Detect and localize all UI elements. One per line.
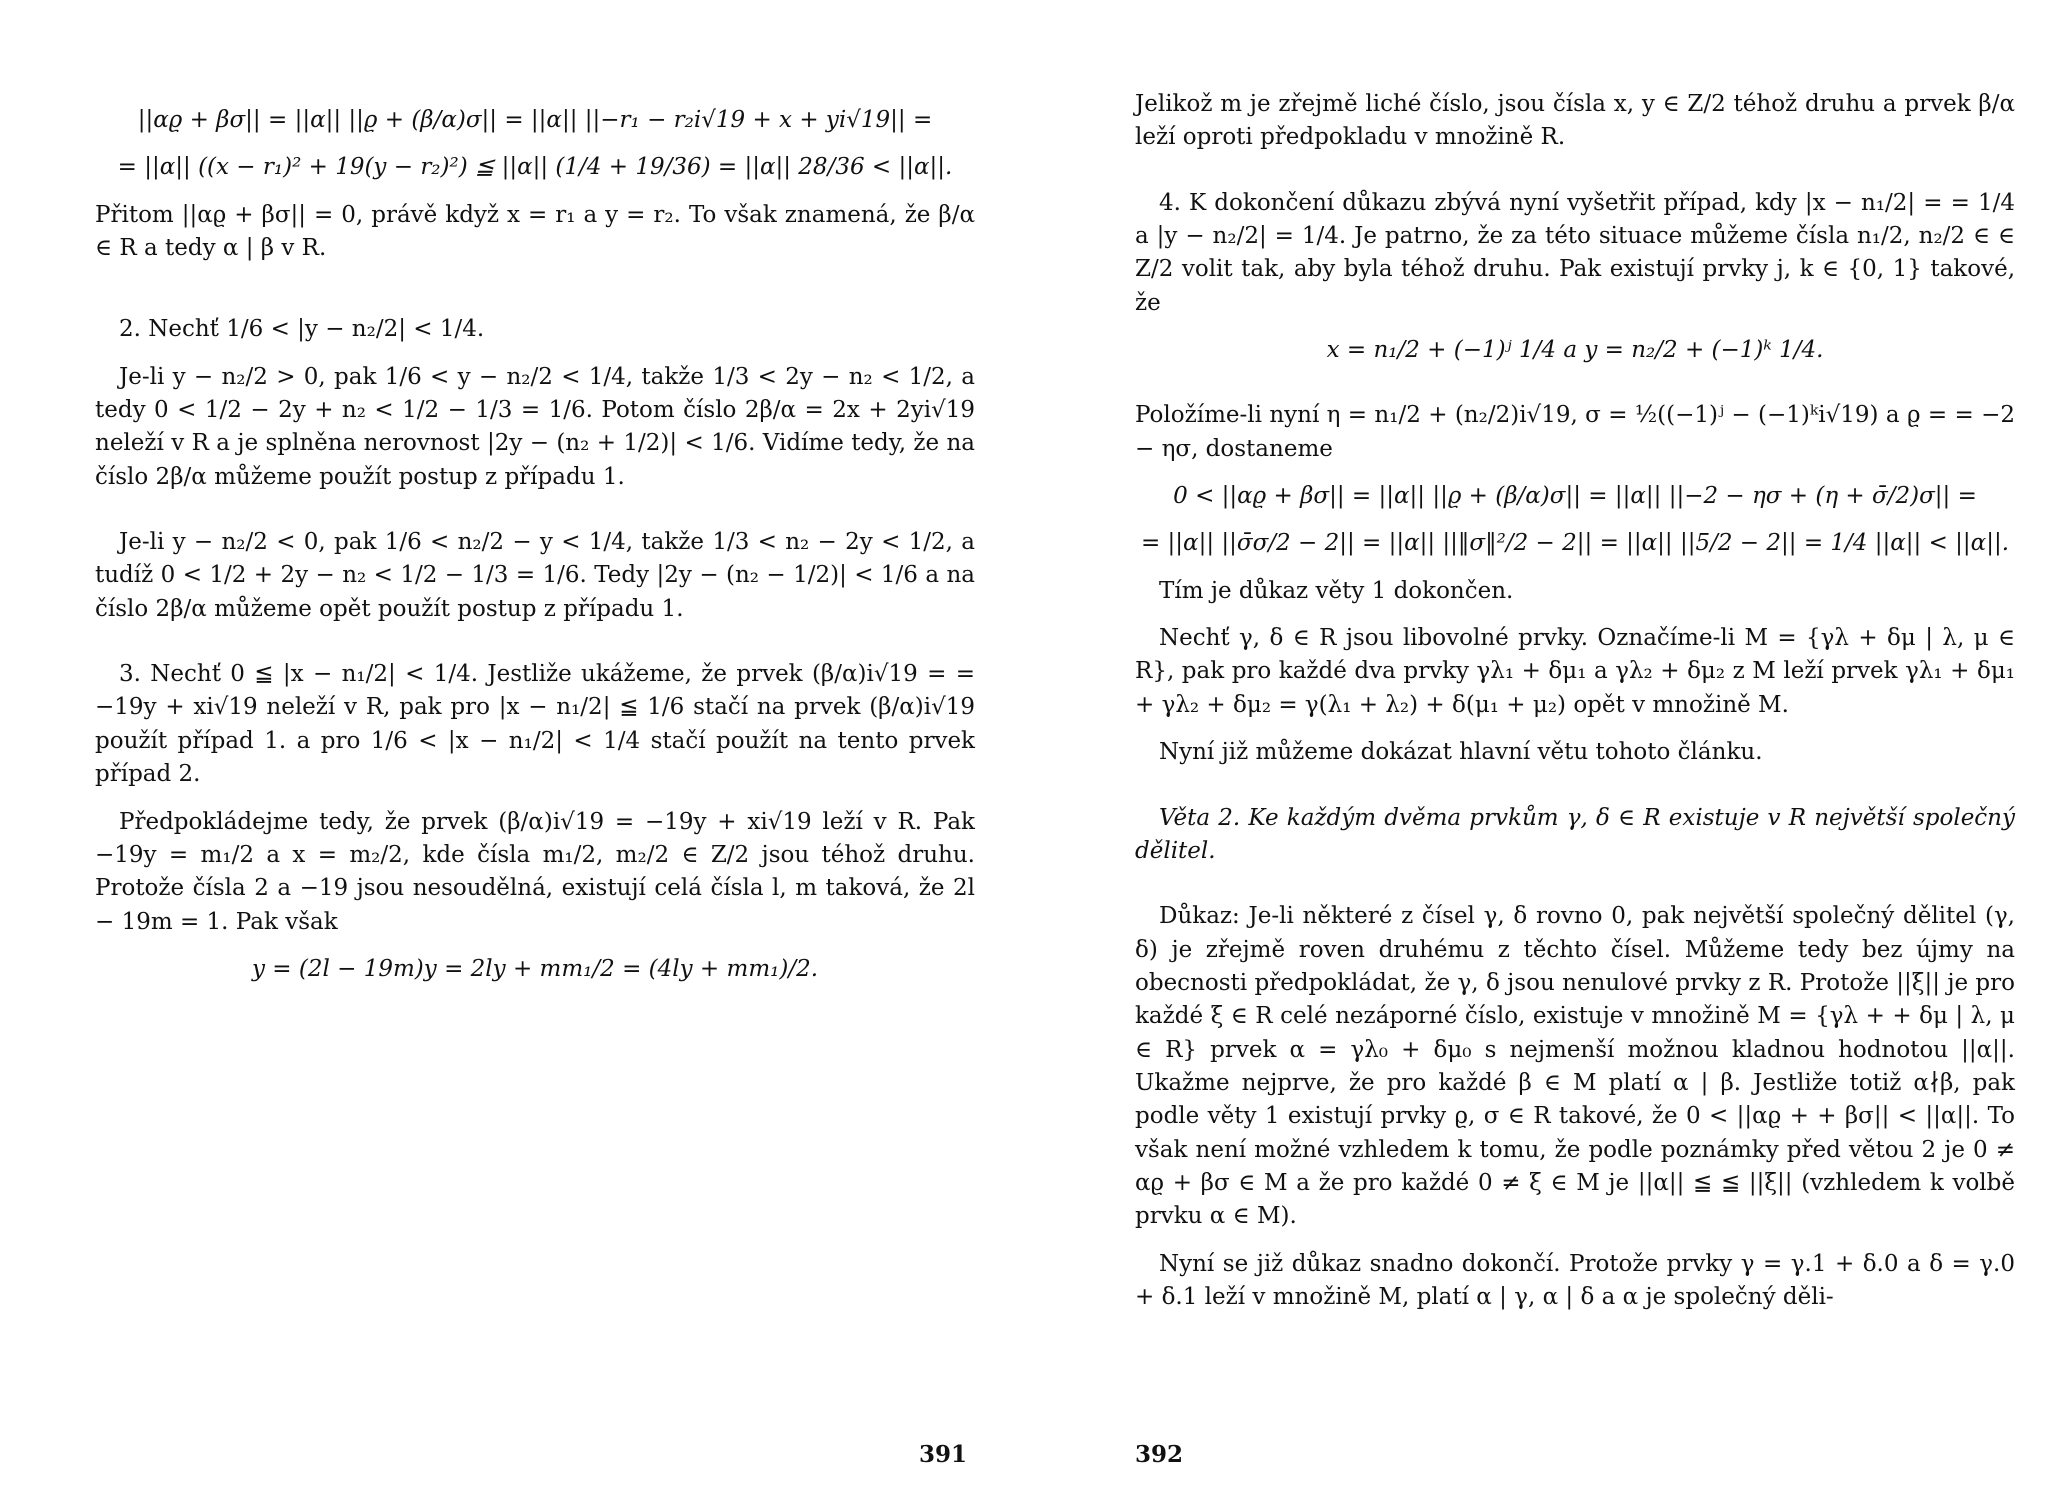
paragraph-case2-positive: Je-li y − n₂/2 > 0, pak 1/6 < y − n₂/2 < 1/4, takže 1/3 < 2y − n₂ < 1/2, a tedy 0 < 1/2 − 2y + n₂ < 1/2 − 1/3 = 1/6. Potom číslo 2β/α = 2x + 2yi√19 neleží v R a je splněna nerovnost |2y − (n₂ + 1/2)| < 1/6. Vidíme tedy, že na číslo 2β/α můžeme použít postup z případu 1. [95, 363, 975, 490]
paragraph-theorem1-done: Tím je důkaz věty 1 dokončen. [1159, 577, 1514, 604]
paragraph-case3: 3. Nechť 0 ≦ |x − n₁/2| < 1/4. Jestliže ukážeme, že prvek (β/α)i√19 = = −19y + xi√19 neleží v R, pak pro |x − n₁/2| ≦ 1/6 stačí na prvek (β/α)i√19 použít případ 1. a pro 1/6 < |x − n₁/2| < 1/4 stačí použít na tento prvek případ 2. [95, 661, 975, 788]
paragraph-main-theorem-intro: Nyní již můžeme dokázat hlavní větu tohoto článku. [1159, 739, 1763, 766]
equation-norm-1: ||αϱ + βσ|| = ||α|| ||ϱ + (β/α)σ|| = ||α|| ||−r₁ − r₂i√19 + x + yi√19|| = [137, 107, 933, 133]
page-number: 392 [1135, 1441, 1184, 1468]
equation-x-y: x = n₁/2 + (−1)ʲ 1/4 a y = n₂/2 + (−1)ᵏ 1/4. [1326, 337, 1824, 364]
paragraph-case2-negative: Je-li y − n₂/2 < 0, pak 1/6 < n₂/2 − y < 1/4, takže 1/3 < n₂ − 2y < 1/2, a tudíž 0 < 1/2 + 2y − n₂ < 1/2 − 1/3 = 1/6. Tedy |2y − (n₂ − 1/2)| < 1/6 a na číslo 2β/α můžeme opět použít postup z případu 1. [95, 529, 975, 622]
paragraph-case3-end: Jelikož m je zřejmě liché číslo, jsou čísla x, y ∈ Z/2 téhož druhu a prvek β/α leží oproti předpokladu v množině R. [1135, 91, 2015, 151]
equation-y: y = (2l − 19m)y = 2ly + mm₁/2 = (4ly + mm₁)/2. [251, 955, 819, 982]
paragraph-proof-end: Nyní se již důkaz snadno dokončí. Protože prvky γ = γ.1 + δ.0 a δ = γ.0 + δ.1 leží v množině M, platí α | γ, α | δ a α je společný děli- [1135, 1250, 2015, 1310]
equation-norm-4: = ||α|| ||σ̄σ/2 − 2|| = ||α|| ||‖σ‖²/2 − 2|| = ||α|| ||5/2 − 2|| = 1/4 ||α|| < ||α||. [1140, 530, 2010, 557]
theorem-2: Věta 2. Ke každým dvěma prvkům γ, δ ∈ R existuje v R největší společný dělitel. [1135, 804, 2015, 864]
page-392 [1135, 0, 2015, 1500]
equation-norm-2: = ||α|| ((x − r₁)² + 19(y − r₂)²) ≦ ||α|| (1/4 + 19/36) = ||α|| 28/36 < ||α||. [117, 154, 953, 181]
paragraph-case2-heading: 2. Nechť 1/6 < |y − n₂/2| < 1/4. [119, 316, 485, 343]
proof-theorem-2: Důkaz: Je-li některé z čísel γ, δ rovno 0, pak největší společný dělitel (γ, δ) je zřejmě roven druhému z těchto čísel. Můžeme tedy bez újmy na obecnosti předpokládat, že γ, δ jsou nenulové prvky z R. Protože ||ξ|| je pro každé ξ ∈ R celé nezáporné číslo, existuje v množině M = {γλ + + δμ | λ, μ ∈ R} prvek α = γλ₀ + δμ₀ s nejmenší možnou kladnou hodnotou ||α||. Ukažme nejprve, že pro každé β ∈ M platí α | β. Jestliže totiž α∤β, pak podle věty 1 existují prvky ϱ, σ ∈ R takové, že 0 < ||αϱ + + βσ|| < ||α||. To však není možné vzhledem k tomu, že podle poznámky před větou 2 je 0 ≠ αϱ + βσ ∈ M a že pro každé 0 ≠ ξ ∈ M je ||α|| ≦ ≦ ||ξ|| (vzhledem k volbě prvku α ∈ M). [1135, 903, 2015, 1230]
page-391 [95, 0, 975, 1500]
paragraph-case3-assumption: Předpokládejme tedy, že prvek (β/α)i√19 = −19y + xi√19 leží v R. Pak −19y = m₁/2 a x = m₂/2, kde čísla m₁/2, m₂/2 ∈ Z/2 jsou téhož druhu. Protože čísla 2 a −19 jsou nesoudělná, existují celá čísla l, m taková, že 2l − 19m = 1. Pak však [95, 808, 975, 935]
page-number: 391 [918, 1441, 967, 1468]
paragraph-case4: 4. K dokončení důkazu zbývá nyní vyšetřit případ, kdy |x − n₁/2| = = 1/4 a |y − n₂/2| = 1/4. Je patrno, že za této situace můžeme čísla n₁/2, n₂/2 ∈ ∈ Z/2 volit tak, aby byla téhož druhu. Pak existují prvky j, k ∈ {0, 1} takové, že [1135, 189, 2015, 316]
paragraph-eta-sigma: Položíme-li nyní η = n₁/2 + (n₂/2)i√19, σ = ½((−1)ʲ − (−1)ᵏi√19) a ϱ = = −2 − ησ, dostaneme [1135, 402, 2015, 462]
paragraph-set-m: Nechť γ, δ ∈ R jsou libovolné prvky. Označíme-li M = {γλ + δμ | λ, μ ∈ R}, pak pro každé dva prvky γλ₁ + δμ₁ a γλ₂ + δμ₂ z M leží prvek γλ₁ + δμ₁ + γλ₂ + δμ₂ = γ(λ₁ + λ₂) + δ(μ₁ + μ₂) opět v množině M. [1135, 625, 2015, 718]
equation-norm-3: 0 < ||αϱ + βσ|| = ||α|| ||ϱ + (β/α)σ|| = ||α|| ||−2 − ησ + (η + σ̄/2)σ|| = [1173, 483, 1977, 510]
paragraph-case1-conclusion: Přitom ||αϱ + βσ|| = 0, právě když x = r₁ a y = r₂. To však znamená, že β/α ∈ R a tedy α | β v R. [95, 201, 975, 262]
